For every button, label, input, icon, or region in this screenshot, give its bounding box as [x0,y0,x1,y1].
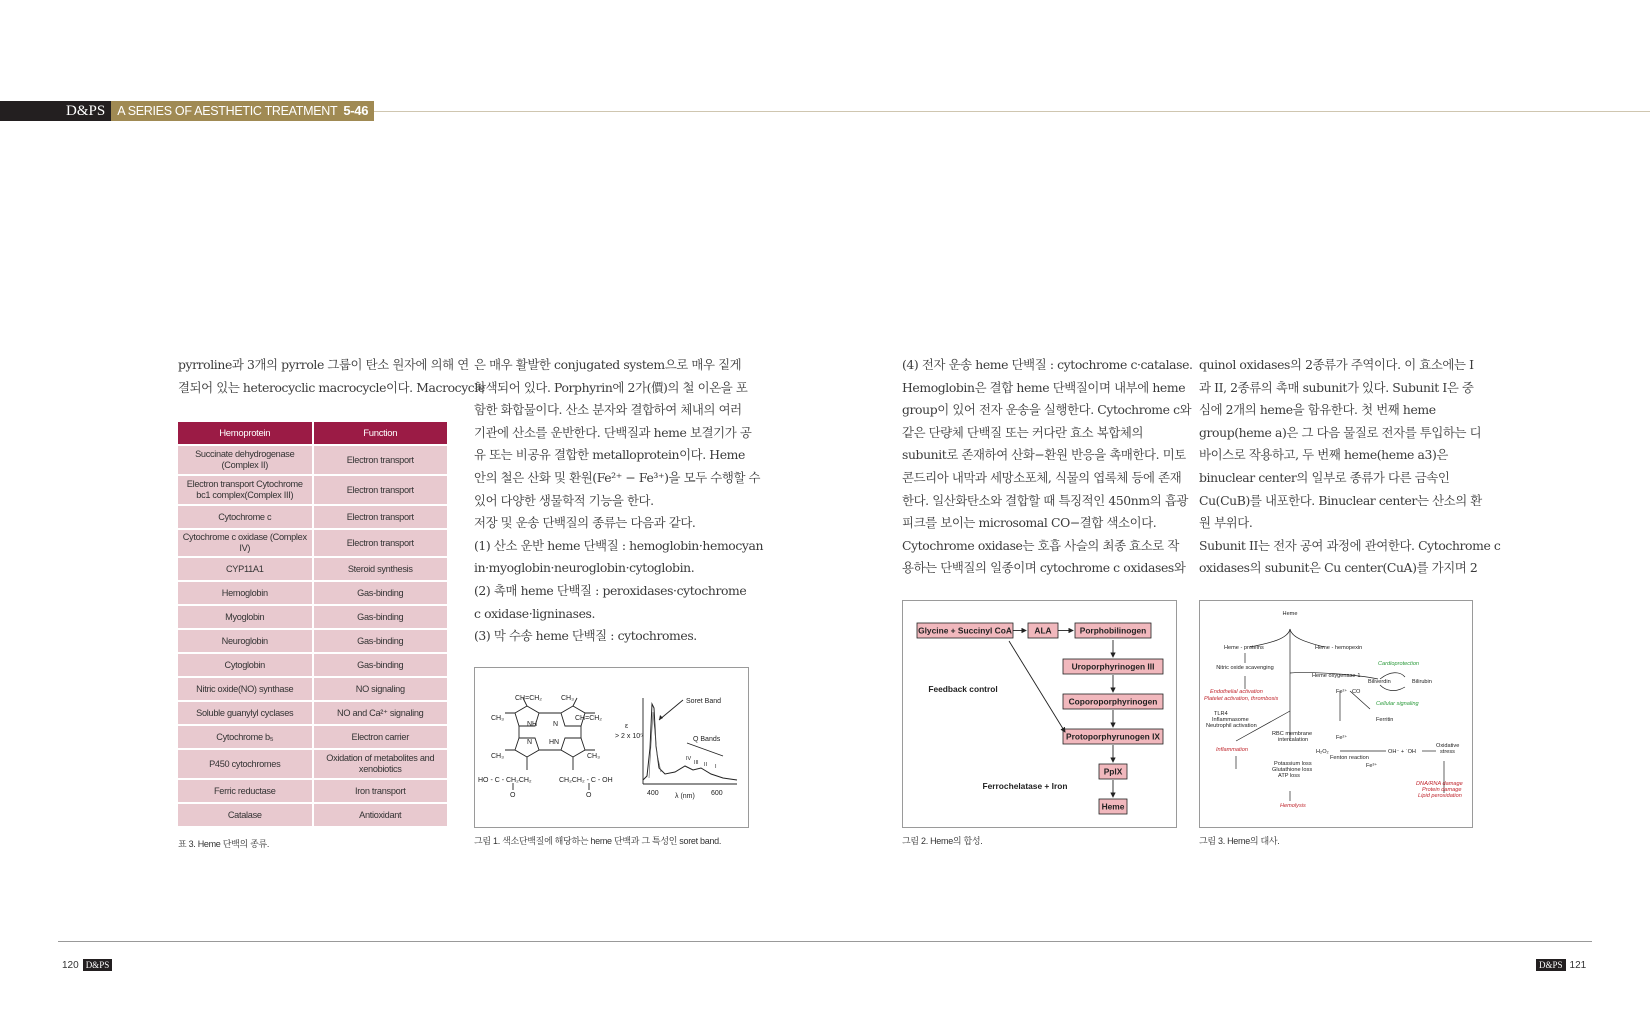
function-cell: Antioxidant [314,804,448,826]
text-line: 콘드리아 내막과 세망소포체, 식물의 엽록체 등에 존재 [902,469,1182,485]
text-line: 함한 화합물이다. 산소 분자와 결합하여 체내의 여러 [474,402,742,418]
table-row [178,476,447,504]
function-cell: Gas-binding [314,654,448,676]
figure-3-caption: 그림 3. Heme의 대사. [1199,836,1280,846]
svg-text:600: 600 [711,790,723,797]
metabolism-label: Lipid peroxidation [1418,793,1462,799]
function-cell: Gas-binding [314,582,448,604]
figure-heme-soret-band [474,667,749,828]
metabolism-label: Hemolysis [1280,803,1306,809]
hemoprotein-cell: Cytochrome c [178,506,312,528]
hemoprotein-cell: Neuroglobin [178,630,312,652]
text-line: (3) 막 수송 heme 단백질 : cytochromes. [474,628,697,644]
svg-text:Soret Band: Soret Band [686,698,722,705]
figure-1-caption: 그림 1. 색소단백질에 해당하는 heme 단백과 그 특성인 soret band. [474,836,722,846]
text-line: 은 매우 활발한 conjugated system으로 매우 짙게 [474,357,742,372]
function-cell: Iron transport [314,780,448,802]
function-cell: Electron transport [314,506,448,528]
text-column-2 [474,354,764,648]
node-heme: Heme [1101,801,1125,812]
metabolism-label: Fe³⁺ [1366,763,1378,769]
table-row [178,726,447,748]
figure-2-caption: 그림 2. Heme의 합성. [902,836,983,846]
table-row [178,606,447,628]
text-line: 용하는 단백질의 일종이며 cytochrome c oxidases와 [902,560,1186,576]
hemoprotein-table [176,420,449,828]
metabolism-label: H₂O₂ [1316,749,1329,755]
text-line: group이 있어 전자 운송을 실행한다. Cytochrome c와 [902,402,1192,418]
series-title: A SERIES OF AESTHETIC TREATMENT 5-46 [111,101,374,121]
metabolism-label: TLR4 [1214,711,1228,717]
text-line: subunit로 존재하여 산화−환원 반응을 촉매한다. 미토 [902,447,1186,463]
text-line: 기관에 산소를 운반한다. 단백질과 heme 보결기가 공 [474,424,752,440]
text-line: group(heme a)은 그 다음 물질로 전자를 투입하는 디 [1199,424,1482,440]
text-line: 과 II, 2종류의 촉매 subunit가 있다. Subunit I은 중 [1199,379,1474,395]
text-line: c oxidase·ligninases. [474,605,595,621]
metabolism-label: Fe²⁺ [1336,689,1348,695]
svg-text:CH=CH₂: CH=CH₂ [515,695,543,702]
node-porphobilinogen: Porphobilinogen [1079,625,1147,636]
heme-metabolism-diagram [1200,601,1472,827]
function-cell: Steroid synthesis [314,558,448,580]
footer-logo-right: D&PS [1536,959,1566,971]
function-cell: Oxidation of metabolites and xenobiotics [314,750,448,778]
metabolism-label: Oxidative [1436,743,1460,749]
svg-text:NH: NH [527,721,538,728]
svg-text:N: N [553,721,559,728]
text-line: 한다. 일산화탄소와 결합할 때 특징적인 450nm의 흡광 [902,492,1188,508]
table-row [178,654,447,676]
metabolism-label: Heme [1282,611,1298,617]
hemoprotein-cell: P450 cytochromes [178,750,312,778]
svg-text:N: N [527,739,533,746]
table-row [178,558,447,580]
function-cell: Gas-binding [314,630,448,652]
figure-heme-synthesis [902,600,1177,828]
svg-text:400: 400 [647,790,659,797]
function-cell: NO signaling [314,678,448,700]
table-row [178,530,447,556]
svg-text:ε: ε [625,723,629,730]
text-line: 같은 단량체 단백질 또는 커다란 효소 복합체의 [902,424,1144,440]
hemoprotein-cell: Cytochrome b₅ [178,726,312,748]
metabolism-label: Bilirubin [1412,679,1432,685]
text-line: 원 부위다. [1199,515,1253,531]
table-header-hemoprotein: Hemoprotein [178,422,312,444]
table-header-function: Function [314,422,448,444]
metabolism-label: Heme - proteins [1224,645,1264,651]
page-number-left: 120 [62,959,79,971]
page-number-right: 121 [1569,959,1587,971]
text-line: 안의 철은 산화 및 환원(Fe²⁺ − Fe³⁺)을 모두 수행할 수 [474,469,761,485]
svg-text:HO - C - CH₂CH₂: HO - C - CH₂CH₂ [478,777,532,784]
text-line: binuclear center의 일부로 종류가 다른 금속인 [1199,469,1450,485]
function-cell: Electron carrier [314,726,448,748]
table-row [178,804,447,826]
svg-text:HN: HN [549,739,560,746]
text-column-3 [902,354,1193,580]
text-line: Cytochrome oxidase는 호흡 사슬의 최종 효소로 작 [902,537,1179,553]
hemoprotein-cell: Nitric oxide(NO) synthase [178,678,312,700]
function-cell: Electron transport [314,530,448,556]
table-row [178,630,447,652]
function-cell: Gas-binding [314,606,448,628]
metabolism-label: Endothelial activation [1210,689,1263,695]
table-caption: 표 3. Heme 단백의 종류. [178,839,270,849]
function-cell: Electron transport [314,446,448,474]
hemoprotein-cell: Cytoglobin [178,654,312,676]
heme-synthesis-diagram [903,601,1176,827]
svg-text:O: O [510,792,516,799]
metabolism-label: Fe²⁺ [1336,735,1348,741]
metabolism-label: Potassium loss [1274,761,1312,767]
svg-text:CH₂CH₂ - C - OH: CH₂CH₂ - C - OH [559,777,613,784]
node-protoporphyrunogen: Protoporphyrunogen IX [1066,731,1160,742]
metabolism-label: Heme oxygenase-1 [1312,673,1361,679]
svg-text:I: I [715,764,717,770]
hemoprotein-cell: CYP11A1 [178,558,312,580]
hemoprotein-cell: Ferric reductase [178,780,312,802]
metabolism-label: CO [1352,689,1361,695]
metabolism-label: intercalation [1278,737,1309,743]
hemoprotein-cell: Soluble guanylyl cyclases [178,702,312,724]
footer-left [62,959,112,971]
running-header [0,101,1650,121]
svg-text:II: II [704,762,708,768]
text-line: 유 또는 비공유 결합한 metalloprotein이다. Heme [474,447,745,463]
text-column-4 [1199,354,1501,580]
footer-rule [58,941,1592,942]
svg-text:CH₃: CH₃ [561,695,574,702]
text-line: 바이스로 작용하고, 두 번째 heme(heme a3)은 [1199,447,1448,463]
table-row [178,678,447,700]
figure-heme-metabolism [1199,600,1473,828]
text-line: 착색되어 있다. Porphyrin에 2가(價)의 철 이온을 포 [474,379,748,395]
metabolism-label: RBC membrane [1272,731,1313,737]
text-line: Subunit II는 전자 공여 과정에 관여한다. Cytochrome c [1199,537,1501,553]
metabolism-label: Neutrophil activation [1206,723,1257,729]
soret-spectrum-plot [615,698,737,800]
svg-text:CH₃: CH₃ [587,753,600,760]
table-row [178,780,447,802]
metabolism-label: Platelet activation, thrombosis [1204,696,1279,702]
text-line: quinol oxidases의 2종류가 주역이다. 이 효소에는 I [1199,357,1474,372]
text-line: oxidases의 subunit은 Cu center(CuA)를 가지며 2 [1199,560,1478,576]
metabolism-label: Fenton reaction [1330,755,1369,761]
metabolism-label: Biliverdin [1368,679,1391,685]
table-row [178,506,447,528]
metabolism-label: OH⁻ + ˙OH [1388,749,1416,755]
svg-text:O: O [586,792,592,799]
text-line: 저장 및 운송 단백질의 종류는 다음과 같다. [474,515,696,531]
table-row [178,702,447,724]
svg-text:IV: IV [686,756,692,762]
svg-text:CH₃: CH₃ [491,715,504,722]
node-ala: ALA [1034,625,1052,636]
node-coporoporphyrinogen: Coporoporphyrinogen [1068,696,1158,707]
metabolism-label: ATP loss [1278,773,1300,779]
function-cell: NO and Ca²⁺ signaling [314,702,448,724]
feedback-label: Feedback control [928,684,998,694]
node-glycine: Glycine + Succinyl CoA [918,625,1012,636]
table-row [178,750,447,778]
node-ppix: PpIX [1103,766,1123,777]
metabolism-label: DNA/RNA damage [1416,781,1463,787]
text-line: 있어 다양한 생물학적 기능을 한다. [474,492,654,508]
text-line: Hemoglobin은 결합 heme 단백질이며 내부에 heme [902,379,1186,395]
text-column-1 [178,354,485,399]
text-line: 결되어 있는 heterocyclic macrocycle이다. Macrocycle [178,379,485,395]
metabolism-label: Ferritin [1376,717,1394,723]
svg-text:CH₃: CH₃ [491,753,504,760]
text-line: Cu(CuB)를 내포한다. Binuclear center는 산소의 환 [1199,492,1482,508]
table-row [178,446,447,474]
series-number: 5-46 [343,103,369,118]
text-line: (1) 산소 운반 heme 단백질 : hemoglobin·hemocyan [474,537,764,553]
text-line: in·myoglobin·neuroglobin·cytoglobin. [474,560,695,576]
hemoprotein-cell: Catalase [178,804,312,826]
table-row [178,582,447,604]
text-line: (4) 전자 운송 heme 단백질 : cytochrome c·catalase. [902,357,1193,372]
svg-text:λ (nm): λ (nm) [675,793,695,800]
svg-text:III: III [694,760,699,766]
hemoprotein-cell: Cytochrome c oxidase (Complex IV) [178,530,312,556]
metabolism-label: stress [1440,749,1455,755]
svg-text:> 2 x 10⁵: > 2 x 10⁵ [615,733,644,740]
text-line: pyrroline과 3개의 pyrrole 그룹이 탄소 원자에 의해 연 [178,357,469,372]
header-rule [374,111,1650,112]
metabolism-label: Glutathione loss [1272,767,1313,773]
metabolism-label: Heme - hemopexin [1315,645,1363,651]
svg-text:Q Bands: Q Bands [693,736,721,743]
text-line: 피크를 보이는 microsomal CO−결합 색소이다. [902,515,1157,531]
footer-logo-left: D&PS [83,959,113,971]
metabolism-label: Nitric oxide scavenging [1216,665,1274,671]
metabolism-label: Protein damage [1422,787,1462,793]
metabolism-label: Cardioprotection [1378,661,1420,667]
heme-structure-diagram [475,668,748,827]
svg-text:CH=CH₂: CH=CH₂ [575,715,603,722]
hemoprotein-cell: Myoglobin [178,606,312,628]
ferrochelatase-label: Ferrochelatase + Iron [982,781,1068,791]
footer-right [1536,959,1586,971]
text-line: (2) 촉매 heme 단백질 : peroxidases·cytochrome [474,582,747,598]
brand-logo: D&PS [0,101,111,121]
hemoprotein-cell: Hemoglobin [178,582,312,604]
function-cell: Electron transport [314,476,448,504]
metabolism-label: Inflammation [1216,747,1249,753]
hemoprotein-cell: Succinate dehydrogenase (Complex II) [178,446,312,474]
hemoprotein-cell: Electron transport Cytochrome bc1 complex(Complex III) [178,476,312,504]
text-line: 심에 2개의 heme을 함유한다. 첫 번째 heme [1199,402,1436,418]
node-uroporphyrinogen: Uroporphyrinogen III [1071,661,1155,672]
metabolism-label: Inflammasome [1212,717,1249,723]
metabolism-label: Cellular signaling [1376,701,1419,707]
